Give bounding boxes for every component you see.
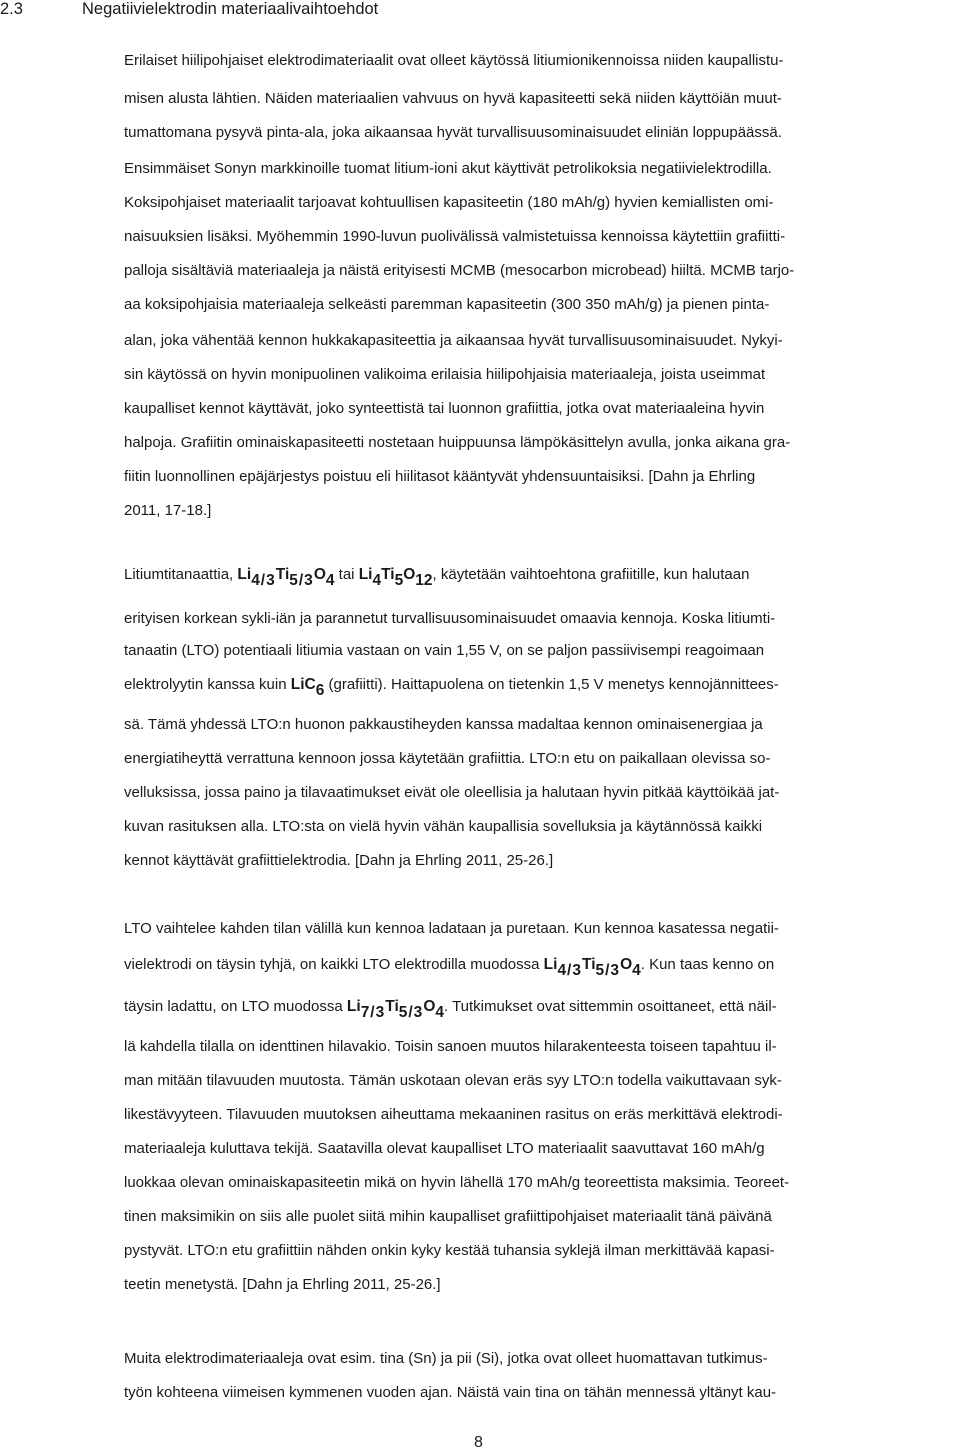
text-line: fiitin luonnollinen epäjärjestys poistuu eli hiilitasot kääntyvät yhdensuuntaisiksi. [Dahn ja Ehrling bbox=[124, 468, 756, 485]
formula-li7-3-ti5-3-o4: $Li_{7/3}Ti_{5/3}O_4$ bbox=[346, 998, 444, 1021]
text-line: Ensimmäiset Sonyn markkinoille tuomat litium-ioni akut käyttivät petrolikoksia negatiivielektrodilla. bbox=[124, 160, 772, 177]
text-line bbox=[124, 566, 750, 589]
text-line bbox=[124, 998, 777, 1021]
formula-lic6: LiC$_6$ bbox=[290, 676, 325, 699]
text-line: misen alusta lähtien. Näiden materiaalien vahvuus on hyvä kapasiteetti sekä niiden käyttöiän muut- bbox=[124, 90, 782, 107]
text-line bbox=[124, 676, 779, 699]
text-line: kennot käyttävät grafiittielektrodia. [Dahn ja Ehrling 2011, 25-26.] bbox=[124, 852, 554, 869]
text-span: elektrolyytin kanssa kuin bbox=[124, 676, 291, 693]
formula-li4-3-ti5-3-o4: $Li_{4/3}Ti_{5/3}O_4$ bbox=[543, 956, 641, 979]
section-number: 2.3 bbox=[0, 0, 23, 18]
text-line: luokkaa olevan ominaiskapasiteetin mikä on hyvin lähellä 170 mAh/g teoreettista maksimia. Teoreet- bbox=[124, 1174, 790, 1191]
page-number: 8 bbox=[474, 1434, 483, 1451]
text-line: pystyvät. LTO:n etu grafiittiin nähden onkin kyky kestää tuhansia syklejä ilman merkittävää kapasi- bbox=[124, 1242, 775, 1259]
text-line: työn kohteena viimeisen kymmenen vuoden ajan. Näistä vain tina on tähän mennessä yltänyt kau- bbox=[124, 1384, 777, 1401]
text-line: kaupalliset kennot käyttävät, joko synteettistä tai luonnon grafiittia, jotka ovat materiaaleina hyvin bbox=[124, 400, 765, 417]
text-span: . Tutkimukset ovat sittemmin osoittaneet, että näil- bbox=[444, 998, 777, 1015]
text-span: täysin ladattu, on LTO muodossa bbox=[124, 998, 347, 1015]
text-span: (grafiitti). Haittapuolena on tietenkin 1,5 V menetys kennojännittees- bbox=[324, 676, 779, 693]
text-line: teetin menetystä. [Dahn ja Ehrling 2011, 25-26.] bbox=[124, 1276, 441, 1293]
text-line: tumattomana pysyvä pinta-ala, joka aikaansaa hyvät turvallisuusominaisuudet eliniän loppupäässä. bbox=[124, 124, 782, 141]
formula-li4-3-ti5-3-o4: $Li_{4/3}Ti_{5/3}O_4$ bbox=[237, 566, 335, 589]
text-line: energiatiheyttä verrattuna kennoon jossa käytetään grafiittia. LTO:n etu on paikallaan olevissa so- bbox=[124, 750, 771, 767]
text-line: man mitään tilavuuden muutosta. Tämän uskotaan olevan eräs syy LTO:n todella vaikuttavaan syk- bbox=[124, 1072, 782, 1089]
text-line: Muita elektrodimateriaaleja ovat esim. tina (Sn) ja pii (Si), jotka ovat olleet huomattavan tutkimus- bbox=[124, 1350, 768, 1367]
text-line: naisuuksien lisäksi. Myöhemmin 1990-luvun puolivälissä valmistetuissa kennoissa käytettiin grafiitti- bbox=[124, 228, 786, 245]
text-span: tai bbox=[334, 566, 359, 583]
section-heading bbox=[0, 0, 378, 18]
text-line: lä kahdella tilalla on identtinen hilavakio. Toisin sanoen muutos hilarakenteesta toiseen tapahtuu il- bbox=[124, 1038, 777, 1055]
text-span: vielektrodi on täysin tyhjä, on kaikki LTO elektrodilla muodossa bbox=[124, 956, 544, 973]
text-line bbox=[124, 956, 775, 979]
text-span: , käytetään vaihtoehtona grafiitille, kun halutaan bbox=[432, 566, 750, 583]
text-line: tinen maksimikin on siis alle puolet siitä mihin kaupalliset grafiittipohjaiset materiaalit tänä päivänä bbox=[124, 1208, 772, 1225]
text-line: erityisen korkean sykli-iän ja parannetut turvallisuusominaisuudet omaavia kennoja. Koska litiumti- bbox=[124, 610, 776, 627]
text-line: tanaatin (LTO) potentiaali litiumia vastaan on vain 1,55 V, on se paljon passiivisempi reagoimaan bbox=[124, 642, 765, 659]
text-line: Koksipohjaiset materiaalit tarjoavat kohtuullisen kapasiteetin (180 mAh/g) hyvien kemiallisten omi- bbox=[124, 194, 774, 211]
text-line: aa koksipohjaisia materiaaleja selkeästi paremman kapasiteetin (300 350 mAh/g) ja pienen pinta- bbox=[124, 296, 770, 313]
text-line: velluksissa, jossa paino ja tilavaatimukset eivät ole oleellisia ja halutaan hyvin pitkää käyttöikää jat- bbox=[124, 784, 780, 801]
text-line: Erilaiset hiilipohjaiset elektrodimateriaalit ovat olleet käytössä litiumionikennoissa niiden kaupallistu- bbox=[124, 52, 784, 69]
text-line: materiaaleja kuluttava tekijä. Saatavilla olevat kaupalliset LTO materiaalit saavuttavat 160 mAh/g bbox=[124, 1140, 765, 1157]
text-line: 2011, 17-18.] bbox=[124, 502, 212, 519]
text-line: LTO vaihtelee kahden tilan välillä kun kennoa ladataan ja puretaan. Kun kennoa kasatessa negatii- bbox=[124, 920, 779, 937]
text-line: sin käytössä on hyvin monipuolinen valikoima erilaisia hiilipohjaisia materiaaleja, joista useimmat bbox=[124, 366, 766, 383]
text-span: . Kun taas kenno on bbox=[640, 956, 775, 973]
text-line: kuvan rasituksen alla. LTO:sta on vielä hyvin vähän kaupallisia sovelluksia ja käytännössä kaikki bbox=[124, 818, 763, 835]
text-line: sä. Tämä yhdessä LTO:n huonon pakkaustiheyden kanssa madaltaa kennon ominaisenergiaa ja bbox=[124, 716, 763, 733]
text-line: likestävyyteen. Tilavuuden muutoksen aiheuttama mekaaninen rasitus on eräs merkittävä elektrodi- bbox=[124, 1106, 783, 1123]
section-title: Negatiivielektrodin materiaalivaihtoehdot bbox=[82, 0, 379, 18]
text-line: halpoja. Grafiitin ominaiskapasiteetti nostetaan huippuunsa lämpökäsittelyn avulla, jonka aikana gra- bbox=[124, 434, 791, 451]
formula-li4-ti5-o12: $Li_4Ti_5O_{12}$ bbox=[358, 566, 433, 589]
text-line: palloja sisältäviä materiaaleja ja näistä erityisesti MCMB (mesocarbon microbead) hiiltä. MCMB tarjo- bbox=[124, 262, 795, 279]
text-line: alan, joka vähentää kennon hukkakapasiteettia ja aikaansaa hyvät turvallisuusominaisuudet. Nykyi- bbox=[124, 332, 783, 349]
text-span: Litiumtitanaattia, bbox=[124, 566, 238, 583]
